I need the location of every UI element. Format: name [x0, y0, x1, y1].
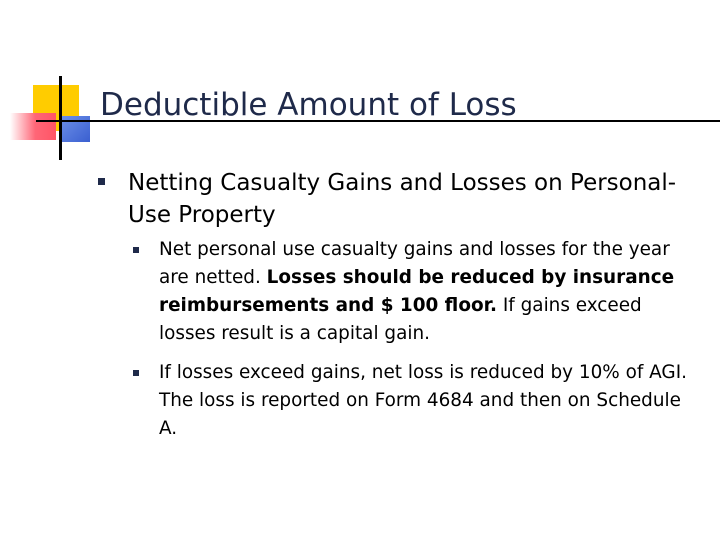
subbullet-1-text-start: Net personal use casualty gains and losses for the year are netted.	[159, 239, 670, 288]
logo-vertical-line	[59, 76, 62, 160]
subbullet-marker	[133, 370, 139, 376]
logo-red-bar	[10, 113, 56, 140]
subbullet-1-bold-text: Losses should be reduced by insurance reimbursements and $ 100 floor.	[159, 267, 675, 316]
subbullet-item-1	[159, 236, 699, 348]
slide-title: Deductible Amount of Loss	[100, 87, 517, 123]
bullet-text: Netting Casualty Gains and Losses on Personal-Use Property	[128, 170, 677, 228]
subbullet-item-2: If losses exceed gains, net loss is reduced by 10% of AGI. The loss is reported on Form 4684 and then on Schedule A.	[159, 362, 687, 439]
subbullet-marker	[133, 247, 139, 253]
bullet-marker	[98, 178, 105, 185]
subbullet-1-text-end: If gains exceed losses result is a capital gain.	[159, 295, 642, 344]
